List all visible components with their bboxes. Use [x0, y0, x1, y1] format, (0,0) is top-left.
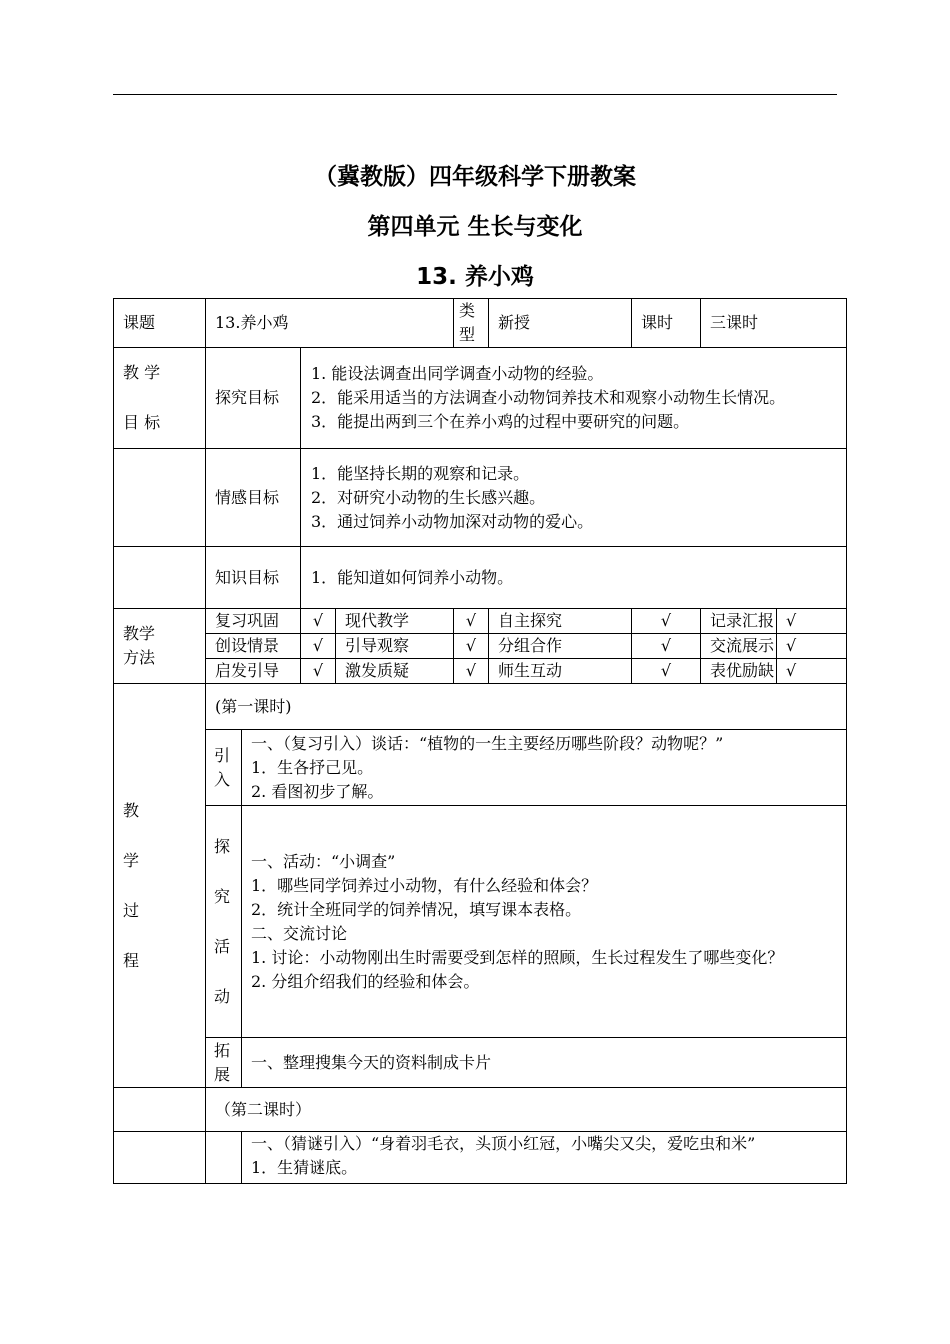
explore-line-6: 2. 分组介绍我们的经验和体会。 — [251, 971, 480, 991]
method-check: √ — [301, 609, 336, 634]
lesson2-intro-line-1: 一、（猜谜引入）“身着羽毛衣，头顶小红冠，小嘴尖又尖，爱吃虫和米” — [251, 1134, 756, 1153]
leixing-value: 新授 — [489, 299, 632, 348]
explore-label-4: 动 — [214, 986, 231, 1006]
intro-label-1: 引 — [214, 745, 231, 765]
knowledge-goal-1: 1．能知道如何饲养小动物。 — [301, 547, 847, 609]
explore-row — [114, 806, 847, 1038]
process-label-1: 教 — [123, 800, 140, 820]
extend-row — [114, 1038, 847, 1088]
extend-label-2: 展 — [214, 1064, 231, 1084]
method-item: 记录汇报 — [701, 609, 777, 634]
method-item: 师生互动 — [489, 659, 632, 684]
method-item: 启发引导 — [206, 659, 301, 684]
emotion-goal-3: 3．通过饲养小动物加深对动物的爱心。 — [311, 511, 594, 531]
explore-label-3: 活 — [214, 936, 231, 956]
goals-label — [114, 348, 206, 449]
method-item: 创设情景 — [206, 634, 301, 659]
header-row — [114, 299, 847, 348]
intro-label-2: 入 — [214, 769, 231, 789]
intro-line-1: 一、（复习引入）谈话：“植物的一生主要经历哪些阶段？动物呢？” — [251, 733, 724, 753]
extend-content: 一、整理搜集今天的资料制成卡片 — [242, 1038, 847, 1088]
emotion-goal-label: 情感目标 — [206, 449, 301, 547]
lesson-plan-table — [113, 298, 847, 1184]
explore-label-1: 探 — [214, 836, 231, 856]
explore-goal-label: 探究目标 — [206, 348, 301, 449]
method-check: √ — [632, 659, 701, 684]
goals-label-a: 教 学 — [123, 363, 161, 382]
unit-title: 第四单元 生长与变化 — [367, 214, 583, 240]
goal-row-explore — [114, 348, 847, 449]
method-item: 激发质疑 — [336, 659, 454, 684]
emotion-goal-1: 1．能坚持长期的观察和记录。 — [311, 463, 530, 483]
explore-line-2: 1．哪些同学饲养过小动物，有什么经验和体会？ — [251, 875, 598, 895]
explore-label-2: 究 — [214, 886, 231, 906]
explore-line-3: 2．统计全班同学的饲养情况，填写课本表格。 — [251, 899, 582, 919]
knowledge-goal-label: 知识目标 — [206, 547, 301, 609]
keshi-value: 三课时 — [701, 299, 847, 348]
lesson2-intro-row — [114, 1132, 847, 1184]
process-label-2: 学 — [123, 850, 140, 870]
explore-content — [242, 806, 847, 1038]
method-check: √ — [454, 634, 489, 659]
method-check: √ — [301, 634, 336, 659]
intro-line-2: 1．生各抒己见。 — [251, 757, 374, 777]
goal-row-knowledge — [114, 547, 847, 609]
lesson1-heading: (第一课时) — [206, 684, 847, 730]
method-item: 表优励缺 — [701, 659, 777, 684]
goal-row-emotion — [114, 449, 847, 547]
method-item: 现代教学 — [336, 609, 454, 634]
emotion-goal-2: 2．对研究小动物的生长感兴趣。 — [311, 487, 546, 507]
explore-line-4: 二、交流讨论 — [251, 923, 348, 943]
explore-line-5: 1. 讨论：小动物刚出生时需要受到怎样的照顾，生长过程发生了哪些变化？ — [251, 947, 784, 967]
method-item: 分组合作 — [489, 634, 632, 659]
method-item: 复习巩固 — [206, 609, 301, 634]
method-check: √ — [632, 634, 701, 659]
header-rule — [113, 94, 837, 95]
lesson2-heading-row — [114, 1088, 847, 1132]
keshi-label: 课时 — [632, 299, 701, 348]
explore-goals — [301, 348, 847, 449]
method-check: √ — [777, 634, 847, 659]
method-check: √ — [632, 609, 701, 634]
lesson2-intro-content — [242, 1132, 847, 1184]
method-row-3 — [114, 659, 847, 684]
method-row-2 — [114, 634, 847, 659]
method-row-1 — [114, 609, 847, 634]
lesson1-heading-row — [114, 684, 847, 730]
methods-label — [114, 609, 206, 684]
explore-goal-1: 1. 能设法调查出同学调查小动物的经验。 — [311, 364, 604, 383]
keti-label: 课题 — [114, 299, 206, 348]
explore-goal-2: 2．能采用适当的方法调查小动物饲养技术和观察小动物生长情况。 — [311, 388, 786, 407]
method-check: √ — [301, 659, 336, 684]
process-label — [114, 684, 206, 1088]
process-label-3: 过 — [123, 900, 140, 920]
extend-label-1: 拓 — [214, 1040, 231, 1060]
doc-title: （冀教版）四年级科学下册教案 — [314, 164, 636, 190]
emotion-goals — [301, 449, 847, 547]
keti-value: 13.养小鸡 — [206, 299, 454, 348]
method-check: √ — [777, 609, 847, 634]
goals-label-b: 目 标 — [123, 413, 161, 432]
explore-goal-3: 3．能提出两到三个在养小鸡的过程中要研究的问题。 — [311, 412, 690, 431]
extend-label — [206, 1038, 242, 1088]
method-check: √ — [777, 659, 847, 684]
lesson2-heading: （第二课时） — [206, 1088, 847, 1132]
lesson-title: 13. 养小鸡 — [416, 264, 534, 290]
intro-content — [242, 730, 847, 806]
leixing-label: 类型 — [454, 299, 489, 348]
process-label-4: 程 — [123, 950, 140, 970]
method-item: 自主探究 — [489, 609, 632, 634]
method-check: √ — [454, 659, 489, 684]
explore-label — [206, 806, 242, 1038]
intro-label — [206, 730, 242, 806]
intro-line-3: 2. 看图初步了解。 — [251, 781, 384, 801]
method-item: 引导观察 — [336, 634, 454, 659]
method-check: √ — [454, 609, 489, 634]
intro-row — [114, 730, 847, 806]
lesson2-intro-line-2: 1．生猜谜底。 — [251, 1158, 358, 1177]
explore-line-1: 一、活动：“小调查” — [251, 851, 396, 871]
methods-label-a: 教学 — [123, 624, 156, 643]
methods-label-b: 方法 — [123, 648, 156, 667]
method-item: 交流展示 — [701, 634, 777, 659]
